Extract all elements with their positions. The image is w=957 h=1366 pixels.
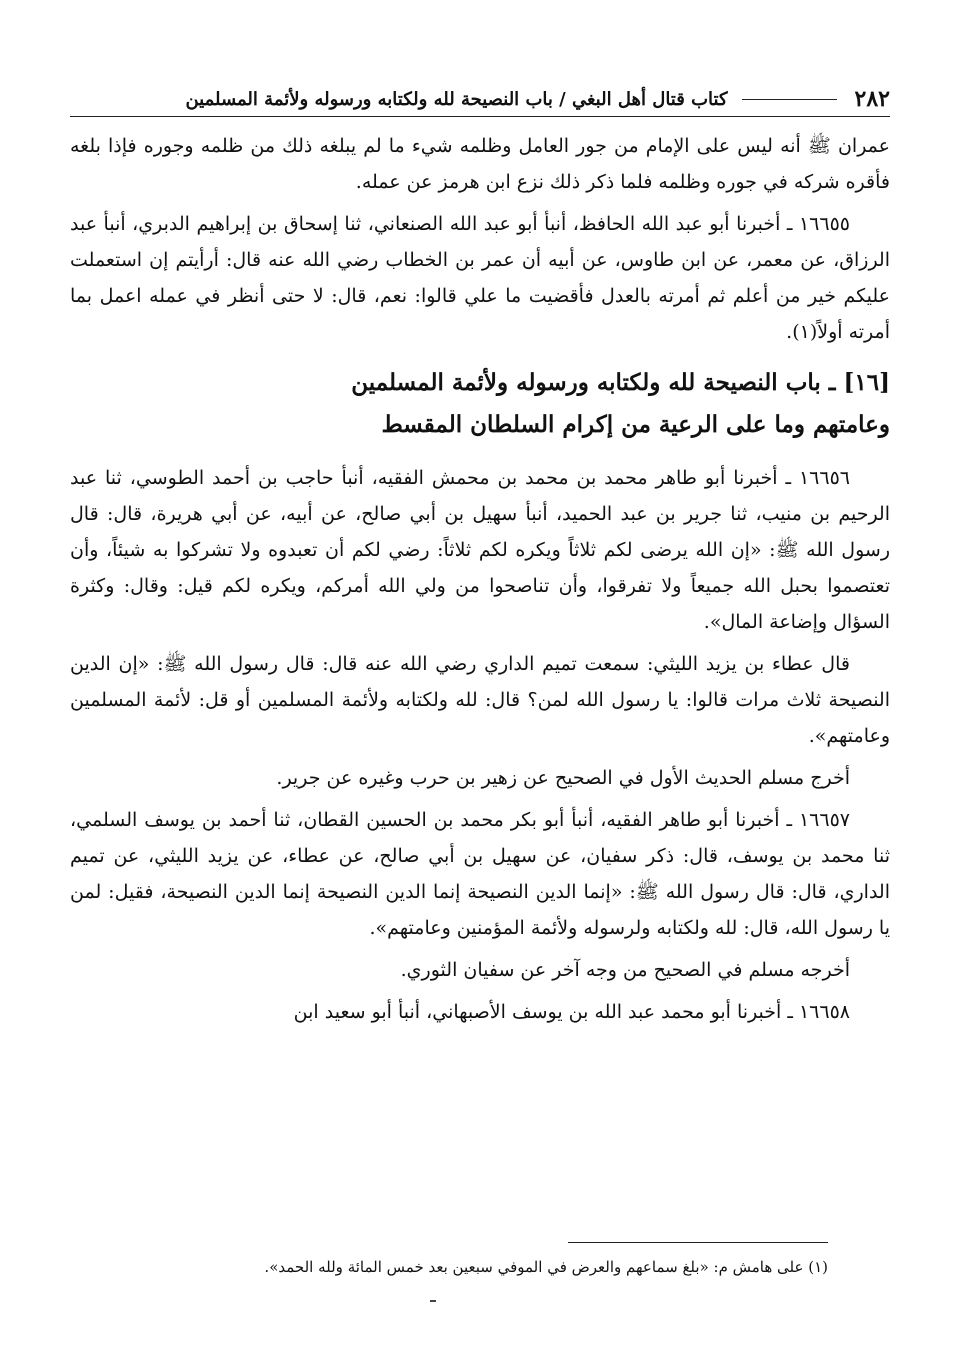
scan-mark bbox=[430, 1300, 436, 1302]
footnote: (١) على هامش م: «بلغ سماعهم والعرض في الموفي سبعين بعد خمس المائة ولله الحمد». bbox=[264, 1258, 828, 1276]
running-header bbox=[70, 82, 890, 117]
running-title: كتاب قتال أهل البغي / باب النصيحة لله ولكتابه ورسوله ولأئمة المسلمين bbox=[185, 88, 728, 110]
hadith-16657: ١٦٦٥٧ ـ أخبرنا أبو طاهر الفقيه، أنبأ أبو بكر محمد بن الحسين القطان، ثنا أحمد بن يوسف السلمي، ثنا محمد بن يوسف، قال: ذكر سفيان، عن سهيل بن أبي صالح، عن عطاء، عن يزيد الليثي، عن تميم الداري، قال: قال رسول الله ﷺ: «إنما الدين النصيحة إنما الدين النصيحة إنما الدين النصيحة، فقيل: لمن يا رسول الله، قال: لله ولكتابه ولرسوله ولأئمة المؤمنين وعامتهم». bbox=[70, 809, 890, 939]
footnote-divider bbox=[568, 1242, 828, 1243]
hadith-16658: ١٦٦٥٨ ـ أخبرنا أبو محمد عبد الله بن يوسف الأصبهاني، أنبأ أبو سعيد ابن bbox=[293, 1001, 850, 1023]
chapter-heading-line-2: وعامتهم وما على الرعية من إكرام السلطان المقسط bbox=[381, 411, 890, 438]
header-dash-rule bbox=[742, 99, 837, 100]
paragraph-muslim-note-1: أخرج مسلم الحديث الأول في الصحيح عن زهير بن حرب وغيره عن جرير. bbox=[276, 767, 850, 789]
paragraph-muslim-note-2: أخرجه مسلم في الصحيح من وجه آخر عن سفيان الثوري. bbox=[400, 959, 850, 981]
page-number: ٢٨٢ bbox=[854, 86, 890, 112]
paragraph-continuation: عمران ﷺ أنه ليس على الإمام من جور العامل وظلمه شيء ما لم يبلغه ذلك من ظلمه وجوره فإذا بلغه فأقره شركه في جوره وظلمه فلما ذكر ذلك نزع ابن هرمز عن عمله. bbox=[70, 135, 890, 193]
chapter-heading-line-1: [١٦] ـ باب النصيحة لله ولكتابه ورسوله ولأئمة المسلمين bbox=[351, 369, 890, 396]
hadith-16655: ١٦٦٥٥ ـ أخبرنا أبو عبد الله الحافظ، أنبأ أبو عبد الله الصنعاني، ثنا إسحاق بن إبراهيم الدبري، أنبأ عبد الرزاق، عن معمر، عن ابن طاوس، عن أبيه أن عمر بن الخطاب رضي الله عنه قال: أرأيتم إن استعملت عليكم خير من أعلم ثم أمرته بالعدل فأقضيت ما علي قالوا: نعم، قال: لا حتى أنظر في عمله اعمل بما أمرته أولاً(١). bbox=[70, 213, 890, 343]
paragraph-ata: قال عطاء بن يزيد الليثي: سمعت تميم الداري رضي الله عنه قال: قال رسول الله ﷺ: «إن الدين النصيحة ثلاث مرات قالوا: يا رسول الله لمن؟ قال: لله ولكتابه ولأئمة المسلمين أو قل: لأئمة المسلمين وعامتهم». bbox=[70, 653, 890, 747]
hadith-16656: ١٦٦٥٦ ـ أخبرنا أبو طاهر محمد بن محمد بن محمش الفقيه، أنبأ حاجب بن أحمد الطوسي، ثنا عبد الرحيم بن منيب، ثنا جرير بن عبد الحميد، أنبأ سهيل بن أبي صالح، عن أبيه، عن أبي هريرة، قال: قال رسول الله ﷺ: «إن الله يرضى لكم ثلاثاً ويكره لكم ثلاثاً: رضي لكم أن تعبدوه ولا تشركوا به شيئاً، وأن تعتصموا بحبل الله جميعاً ولا تفرقوا، وأن تناصحوا من ولي الله أمركم، ويكره لكم قيل: وقال: وكثرة السؤال وإضاعة المال». bbox=[70, 467, 890, 633]
main-text bbox=[70, 128, 890, 1036]
chapter-heading bbox=[70, 362, 890, 446]
